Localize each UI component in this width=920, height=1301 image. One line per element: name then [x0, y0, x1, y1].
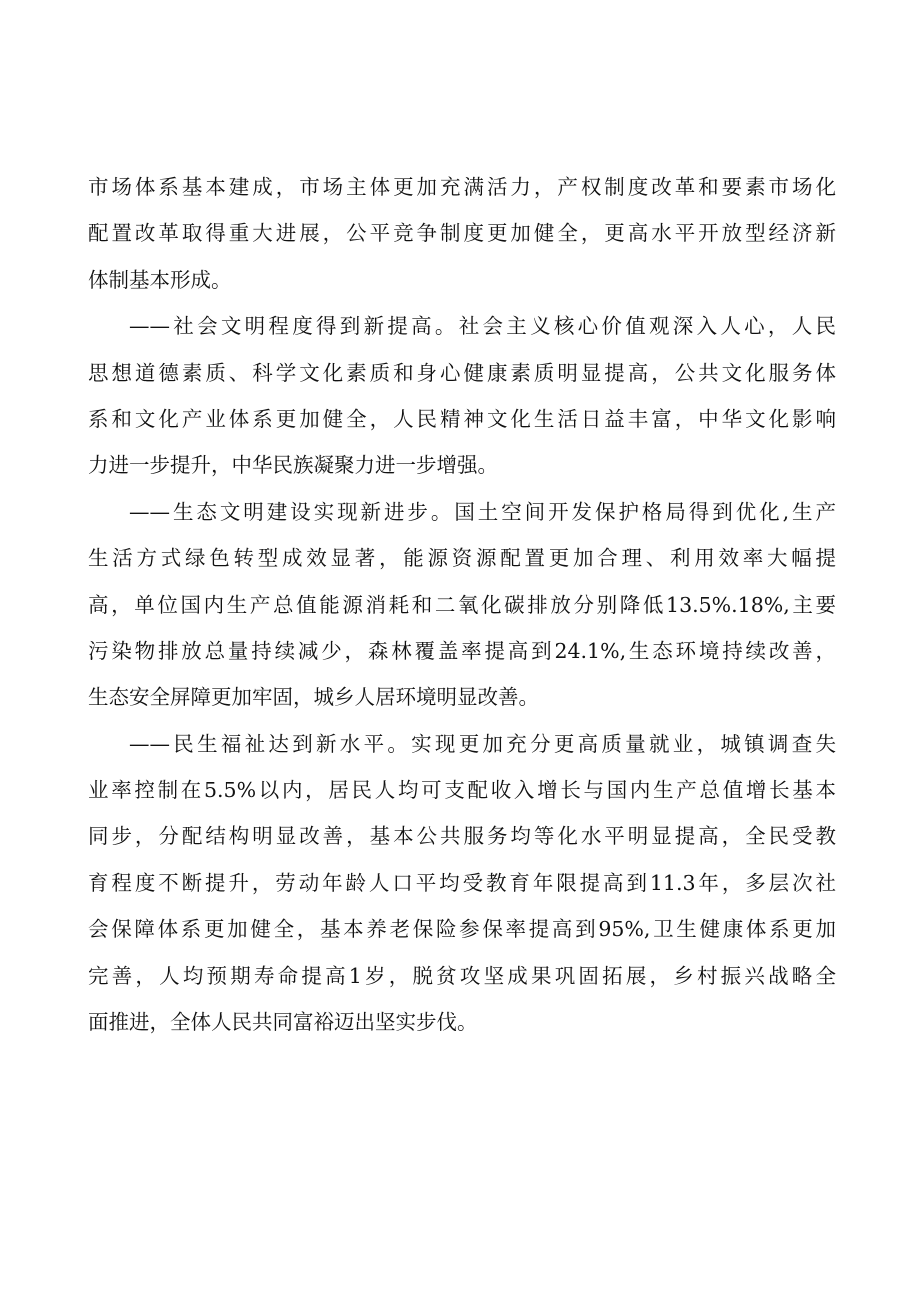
- text-line: 高，单位国内生产总值能源消耗和二氧化碳排放分别降低13.5%.18%,主要: [88, 592, 836, 617]
- document-body: [88, 164, 836, 1045]
- text-line: 完善，人均预期寿命提高1岁，脱贫攻坚成果巩固拓展，乡村振兴战略全: [88, 963, 836, 988]
- text-line: 生态安全屏障更加牢固，城乡人居环境明显改善。: [88, 685, 539, 710]
- text-line: 配置改革取得重大进展，公平竞争制度更加健全，更高水平开放型经济新: [88, 221, 836, 246]
- text-line: 市场体系基本建成，市场主体更加充满活力，产权制度改革和要素市场化: [88, 175, 836, 199]
- text-line: 体制基本形成。: [88, 267, 232, 292]
- text-line: ——民生福祉达到新水平。实现更加充分更高质量就业，城镇调查失: [129, 731, 836, 756]
- paragraph-ecological-civilization: [88, 489, 836, 721]
- text-line: ——社会文明程度得到新提高。社会主义核心价值观深入人心，人民: [129, 314, 836, 339]
- text-line: 思想道德素质、科学文化素质和身心健康素质明显提高，公共文化服务体: [88, 360, 836, 385]
- text-line: 系和文化产业体系更加健全，人民精神文化生活日益丰富，中华文化影响: [88, 406, 836, 431]
- text-line: 业率控制在5.5%以内，居民人均可支配收入增长与国内生产总值增长基本: [88, 778, 836, 803]
- paragraph-market-system: [88, 164, 836, 303]
- text-line: ——生态文明建设实现新进步。国土空间开发保护格局得到优化,生产: [129, 499, 836, 524]
- text-line: 污染物排放总量持续减少，森林覆盖率提高到24.1%,生态环境持续改善，: [88, 638, 836, 663]
- text-line: 会保障体系更加健全，基本养老保险参保率提高到95%,卫生健康体系更加: [88, 917, 836, 942]
- text-line: 育程度不断提升，劳动年龄人口平均受教育年限提高到11.3年，多层次社: [88, 870, 836, 895]
- paragraph-social-civilization: [88, 303, 836, 489]
- paragraph-livelihood-welfare: [88, 721, 836, 1046]
- text-line: 生活方式绿色转型成效显著，能源资源配置更加合理、利用效率大幅提: [88, 546, 836, 571]
- text-line: 同步，分配结构明显改善，基本公共服务均等化水平明显提高，全民受教: [88, 824, 836, 849]
- text-line: 力进一步提升，中华民族凝聚力进一步增强。: [88, 453, 498, 478]
- text-line: 面推进，全体人民共同富裕迈出坚实步伐。: [88, 1010, 478, 1035]
